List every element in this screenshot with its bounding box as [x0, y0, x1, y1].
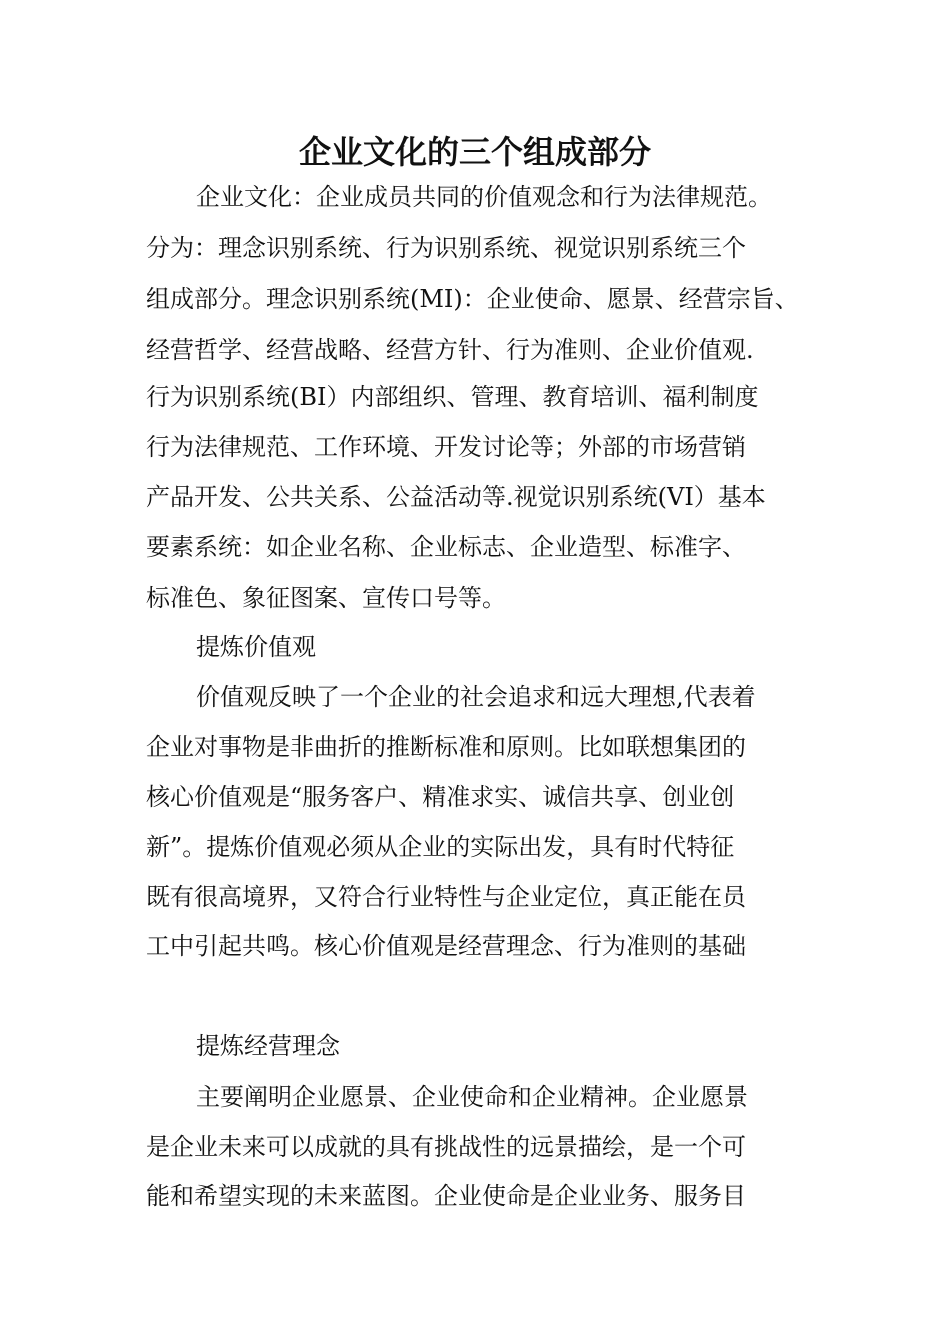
paragraph-line: 新”。提炼价值观必须从企业的实际出发，具有时代特征: [146, 833, 735, 861]
paragraph-line: 能和希望实现的未来蓝图。企业使命是企业业务、服务目: [146, 1182, 746, 1210]
paragraph-line: 工中引起共鸣。核心价值观是经营理念、行为准则的基础: [146, 932, 746, 960]
paragraph-line: 企业对事物是非曲折的推断标准和原则。比如联想集团的: [146, 733, 746, 761]
paragraph-line: 核心价值观是“服务客户、精准求实、诚信共享、创业创: [146, 783, 735, 811]
paragraph-line: 主要阐明企业愿景、企业使命和企业精神。企业愿景: [196, 1083, 748, 1111]
section-heading-philosophy: 提炼经营理念: [196, 1032, 340, 1060]
paragraph-line: 分为：理念识别系统、行为识别系统、视觉识别系统三个: [146, 234, 746, 262]
paragraph-line: 行为识别系统(BI）内部组织、管理、教育培训、福利制度: [146, 383, 759, 411]
section-heading-values: 提炼价值观: [196, 633, 316, 661]
document-title: 企业文化的三个组成部分: [298, 133, 651, 171]
paragraph-line: 组成部分。理念识别系统(MI)：企业使命、愿景、经营宗旨、: [146, 285, 799, 313]
paragraph-line: 企业文化：企业成员共同的价值观念和行为法律规范。: [196, 183, 772, 211]
paragraph-line: 要素系统：如企业名称、企业标志、企业造型、标准字、: [146, 533, 746, 561]
paragraph-line: 经营哲学、经营战略、经营方针、行为准则、企业价值观.: [146, 336, 754, 364]
paragraph-line: 产品开发、公共关系、公益活动等.视觉识别系统(VI）基本: [146, 483, 766, 511]
paragraph-line: 既有很高境界，又符合行业特性与企业定位，真正能在员: [146, 883, 746, 911]
paragraph-line: 价值观反映了一个企业的社会追求和远大理想,代表着: [196, 683, 756, 711]
paragraph-line: 是企业未来可以成就的具有挑战性的远景描绘，是一个可: [146, 1133, 746, 1161]
paragraph-line: 行为法律规范、工作环境、开发讨论等；外部的市场营销: [146, 433, 746, 461]
paragraph-line: 标准色、象征图案、宣传口号等。: [146, 584, 506, 612]
